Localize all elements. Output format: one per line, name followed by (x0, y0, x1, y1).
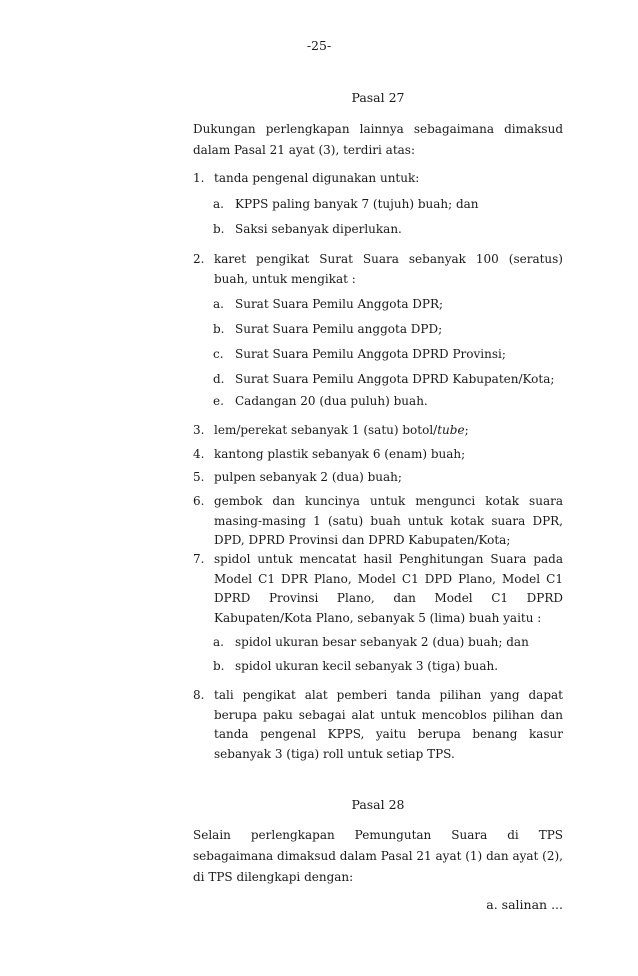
list-item-7 (193, 550, 563, 628)
sub-item-2b (213, 320, 563, 339)
item-number: 1. (193, 171, 205, 185)
sub-item-text: Saksi sebanyak diperlukan. (235, 222, 402, 236)
sub-item-letter: a. (213, 197, 224, 211)
sub-item-2d (213, 370, 563, 389)
item-text: gembok dan kuncinya untuk mengunci kotak suara masing-masing 1 (satu) buah untuk kotak suara DPR, DPD, DPRD Provinsi dan DPRD Kabupaten/Kota; (214, 494, 563, 547)
item-text-end: ; (464, 423, 469, 437)
item-number: 6. (193, 494, 205, 508)
sub-item-letter: c. (213, 347, 224, 361)
sub-item-letter: a. (213, 297, 224, 311)
item-text: tanda pengenal digunakan untuk: (214, 171, 420, 185)
sub-item-letter: e. (213, 394, 224, 408)
sub-item-letter: b. (213, 222, 225, 236)
sub-item-text: spidol ukuran besar sebanyak 2 (dua) buah; dan (235, 635, 529, 649)
item-number: 5. (193, 470, 205, 484)
item-number: 3. (193, 423, 205, 437)
article-28-intro: Selain perlengkapan Pemungutan Suara di TPS sebagaimana dimaksud dalam Pasal 21 ayat (1) dan ayat (2), di TPS dilengkapi dengan: (193, 828, 563, 884)
item-number: 2. (193, 252, 205, 266)
article-28-title: Pasal 28 (351, 797, 405, 812)
sub-item-7b (213, 657, 563, 676)
list-item-8 (193, 686, 563, 764)
sub-item-letter: b. (213, 659, 225, 673)
article-27-intro: Dukungan perlengkapan lainnya sebagaimana dimaksud dalam Pasal 21 ayat (3), terdiri atas: (193, 122, 563, 157)
list-item-2 (193, 250, 563, 289)
article-27-title: Pasal 27 (351, 90, 405, 105)
sub-item-2e (213, 392, 563, 411)
item-text: tali pengikat alat pemberi tanda pilihan yang dapat berupa paku sebagai alat untuk mencoblos pilihan dan tanda pengenal KPPS, yaitu berupa benang kasur sebanyak 3 (tiga) roll untuk setiap TPS. (214, 688, 563, 761)
list-item-3 (193, 421, 563, 441)
sub-item-letter: b. (213, 322, 225, 336)
list-item-1 (193, 169, 563, 189)
item-text-italic: tube (437, 423, 465, 437)
sub-item-2c (213, 345, 563, 364)
list-item-6 (193, 492, 563, 551)
sub-item-letter: d. (213, 372, 225, 386)
continuation-catchword: a. salinan ... (486, 897, 563, 912)
sub-item-2a (213, 295, 563, 314)
sub-item-text: Cadangan 20 (dua puluh) buah. (235, 394, 428, 408)
item-text-part: lem/perekat sebanyak 1 (satu) botol/ (214, 423, 438, 437)
item-text: karet pengikat Surat Suara sebanyak 100 (seratus) buah, untuk mengikat : (214, 252, 563, 286)
item-number: 7. (193, 552, 205, 566)
sub-item-letter: a. (213, 635, 224, 649)
list-item-4 (193, 445, 563, 465)
item-text: spidol untuk mencatat hasil Penghitungan Suara pada Model C1 DPR Plano, Model C1 DPD Plano, Model C1 DPRD Provinsi Plano, dan Model C1 DPRD Kabupaten/Kota Plano, sebanyak 5 (lima) buah yaitu : (214, 552, 563, 625)
sub-item-7a (213, 633, 563, 652)
sub-item-text: Surat Suara Pemilu Anggota DPRD Provinsi; (235, 347, 506, 361)
item-number: 4. (193, 447, 205, 461)
page-number: -25- (306, 38, 332, 53)
sub-item-1b (213, 220, 563, 239)
sub-item-text: Surat Suara Pemilu anggota DPD; (235, 322, 443, 336)
sub-item-text: Surat Suara Pemilu Anggota DPRD Kabupaten/Kota; (235, 372, 555, 386)
sub-item-1a (213, 195, 563, 214)
item-text: kantong plastik sebanyak 6 (enam) buah; (214, 447, 466, 461)
item-text (214, 421, 563, 441)
list-item-5 (193, 468, 563, 488)
sub-item-text: Surat Suara Pemilu Anggota DPR; (235, 297, 444, 311)
sub-item-text: spidol ukuran kecil sebanyak 3 (tiga) buah. (235, 659, 499, 673)
item-text: pulpen sebanyak 2 (dua) buah; (214, 470, 402, 484)
item-number: 8. (193, 688, 205, 702)
sub-item-text: KPPS paling banyak 7 (tujuh) buah; dan (235, 197, 479, 211)
